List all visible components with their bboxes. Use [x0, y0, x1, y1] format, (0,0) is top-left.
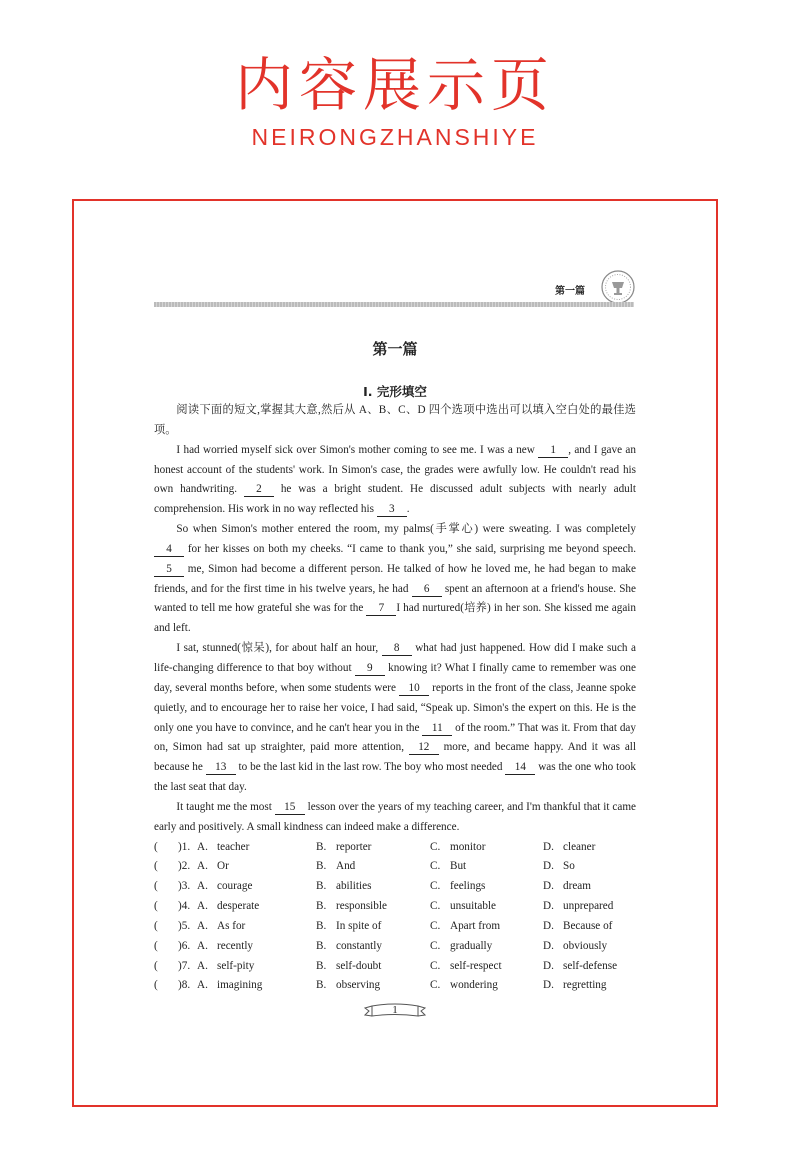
- option-row: [154, 857, 636, 877]
- blank-1: 1: [538, 444, 568, 458]
- passage-text: spent an afternoon at a friend's house. She wanted to tell me how grateful she was for the: [154, 582, 636, 615]
- option-letter-d: D.: [543, 840, 554, 853]
- blank-4: 4: [154, 543, 184, 557]
- banner-subtitle: NEIRONGZHANSHIYE: [251, 124, 539, 150]
- passage-text: .: [406, 503, 410, 516]
- banner-title: 内容展示页: [234, 51, 555, 119]
- answer-paren-open: (: [154, 979, 158, 992]
- passage-paragraph: [154, 520, 636, 639]
- answer-paren-open: (: [154, 919, 158, 932]
- option-letter-c: C.: [430, 919, 441, 932]
- option-letter-c: C.: [430, 840, 441, 853]
- option-a: imagining: [217, 979, 263, 992]
- question-number-value: 7: [181, 959, 188, 972]
- option-d: obviously: [563, 939, 608, 952]
- header-rule: [154, 302, 634, 307]
- options-list: [154, 838, 636, 997]
- option-a: desperate: [217, 900, 260, 913]
- question-number-value: 3: [181, 880, 188, 893]
- passage-text: me, Simon had become a different person. He talked of how he loved me, he had began to make friends, and for the first time in his twelve years, he had: [154, 562, 636, 595]
- question-number: )4.: [178, 900, 191, 913]
- option-b: In spite of: [336, 919, 382, 932]
- option-letter-b: B.: [316, 860, 327, 873]
- option-row: [154, 897, 636, 917]
- option-letter-d: D.: [543, 900, 554, 913]
- option-letter-d: D.: [543, 959, 554, 972]
- question-number: )8.: [178, 979, 191, 992]
- option-d: self-defense: [563, 959, 618, 972]
- blank-9: 9: [355, 662, 385, 676]
- passage-text: of the room.” That was it. From that day on, Simon had sat up straighter, paid more attention,: [154, 721, 636, 754]
- blank-14: 14: [505, 761, 535, 775]
- option-letter-b: B.: [316, 979, 327, 992]
- option-row: [154, 937, 636, 957]
- answer-paren-open: (: [154, 939, 158, 952]
- answer-paren-open: (: [154, 959, 158, 972]
- blank-2: 2: [244, 483, 274, 497]
- question-number-value: 8: [181, 979, 188, 992]
- answer-paren-open: (: [154, 900, 158, 913]
- option-a: teacher: [217, 840, 250, 853]
- option-letter-a: A.: [197, 900, 208, 913]
- passage-text: to be the last kid in the last row. The boy who most needed: [235, 761, 506, 774]
- question-number: )7.: [178, 959, 191, 972]
- option-letter-b: B.: [316, 959, 327, 972]
- option-a: As for: [217, 919, 246, 932]
- passage-paragraph: [154, 798, 636, 838]
- option-d: So: [563, 860, 575, 873]
- instruction: 阅读下面的短文,掌握其大意,然后从 A、B、C、D 四个选项中选出可以填入空白处的最佳选项。: [154, 404, 636, 436]
- option-letter-d: D.: [543, 860, 554, 873]
- trophy-badge-icon: [601, 270, 635, 304]
- option-letter-a: A.: [197, 979, 208, 992]
- option-d: cleaner: [563, 840, 596, 853]
- answer-paren-open: (: [154, 860, 158, 873]
- option-c: self-respect: [450, 959, 502, 972]
- running-head: 第一篇: [555, 286, 585, 297]
- option-d: Because of: [563, 919, 613, 932]
- option-c: wondering: [450, 979, 498, 992]
- option-row: [154, 877, 636, 897]
- passage-paragraph: [154, 441, 636, 520]
- passage-text: he was a bright student. He discussed adult subjects with nearly adult comprehension. His work in no way reflected his: [154, 483, 636, 516]
- section-title: Ⅰ. 完形填空: [363, 384, 427, 399]
- option-letter-b: B.: [316, 919, 327, 932]
- chapter-title: 第一篇: [372, 340, 418, 358]
- option-letter-a: A.: [197, 919, 208, 932]
- option-letter-b: B.: [316, 900, 327, 913]
- question-number-value: 4: [181, 900, 188, 913]
- option-a: self-pity: [217, 959, 255, 972]
- passage-text: , and I gave an honest account of the students' work. In Simon's case, the grades were awfully low. He couldn't read his own handwriting.: [154, 443, 636, 496]
- passage-text: was the one who took the last seat that day.: [154, 761, 636, 794]
- blank-5: 5: [154, 563, 184, 577]
- option-letter-c: C.: [430, 860, 441, 873]
- option-c: But: [450, 860, 467, 873]
- option-c: monitor: [450, 840, 486, 853]
- page-content: [154, 401, 636, 1020]
- passage-text: I sat, stunned(惊呆), for about half an hour,: [176, 642, 382, 655]
- blank-6: 6: [412, 583, 442, 597]
- option-c: Apart from: [450, 919, 501, 932]
- question-number-value: 6: [181, 939, 188, 952]
- option-c: gradually: [450, 939, 493, 952]
- passage-text: lesson over the years of my teaching career, and I'm thankful that it came early and positively. A small kindness can indeed make a difference.: [154, 800, 637, 833]
- option-letter-c: C.: [430, 880, 441, 893]
- question-number-value: 1: [181, 840, 188, 853]
- option-letter-b: B.: [316, 939, 327, 952]
- option-letter-d: D.: [543, 939, 554, 952]
- question-number-value: 2: [181, 860, 188, 873]
- option-letter-a: A.: [197, 880, 208, 893]
- option-b: And: [336, 860, 356, 873]
- question-number: )5.: [178, 919, 191, 932]
- option-letter-d: D.: [543, 979, 554, 992]
- blank-15: 15: [275, 801, 305, 815]
- question-number: )6.: [178, 939, 191, 952]
- option-row: [154, 838, 636, 858]
- option-letter-c: C.: [430, 979, 441, 992]
- option-letter-a: A.: [197, 860, 208, 873]
- option-letter-d: D.: [543, 919, 554, 932]
- option-a: recently: [217, 939, 254, 952]
- blank-10: 10: [399, 682, 429, 696]
- option-b: reporter: [336, 840, 372, 853]
- option-c: feelings: [450, 880, 486, 893]
- passage-paragraph: [154, 639, 636, 798]
- option-row: [154, 917, 636, 937]
- passage-text: knowing it? What I finally came to remember was one day, several months before, when some students were: [154, 661, 636, 694]
- option-row: [154, 976, 636, 996]
- option-letter-a: A.: [197, 939, 208, 952]
- option-letter-a: A.: [197, 840, 208, 853]
- blank-13: 13: [206, 761, 236, 775]
- passage-text: It taught me the most: [176, 800, 275, 813]
- blank-8: 8: [382, 642, 412, 656]
- option-letter-c: C.: [430, 939, 441, 952]
- passage: [154, 401, 636, 838]
- page-number-ribbon: [364, 1002, 426, 1020]
- answer-paren-open: (: [154, 840, 158, 853]
- passage-text: for her kisses on both my cheeks. “I came to thank you,” she said, surprising me beyond speech.: [184, 542, 636, 555]
- question-number: )3.: [178, 880, 191, 893]
- option-b: responsible: [336, 900, 387, 913]
- option-letter-a: A.: [197, 959, 208, 972]
- question-number-value: 5: [181, 919, 188, 932]
- option-d: dream: [563, 880, 591, 893]
- passage-text: I had nurtured(培养) in her son. She kissed me again and left.: [154, 602, 636, 635]
- option-d: regretting: [563, 979, 607, 992]
- option-letter-b: B.: [316, 880, 327, 893]
- blank-3: 3: [377, 503, 407, 517]
- option-c: unsuitable: [450, 900, 496, 913]
- option-letter-b: B.: [316, 840, 327, 853]
- passage-text: I had worried myself sick over Simon's mother coming to see me. I was a new: [176, 443, 539, 456]
- option-d: unprepared: [563, 900, 614, 913]
- blank-12: 12: [409, 741, 439, 755]
- passage-text: So when Simon's mother entered the room, my palms(手掌心) were sweating. I was completely: [176, 523, 636, 536]
- page-number: 1: [392, 1004, 398, 1017]
- question-number: )1.: [178, 840, 191, 853]
- option-letter-c: C.: [430, 900, 441, 913]
- option-row: [154, 957, 636, 977]
- option-letter-c: C.: [430, 959, 441, 972]
- option-a: courage: [217, 880, 253, 893]
- option-b: constantly: [336, 939, 382, 952]
- blank-11: 11: [422, 722, 452, 736]
- blank-7: 7: [366, 602, 396, 616]
- question-number: )2.: [178, 860, 191, 873]
- passage-text: what had just happened. How did I make such a life-changing difference to that boy without: [154, 642, 636, 674]
- option-letter-d: D.: [543, 880, 554, 893]
- option-b: observing: [336, 979, 381, 992]
- option-b: self-doubt: [336, 959, 382, 972]
- passage-text: reports in the front of the class, Jeanne spoke quietly, and to encourage her to raise her voice, I had said, “Speak up. Simon's the expert on this. He is the only one you have to convince, and he can't hear you in the: [154, 681, 636, 734]
- answer-paren-open: (: [154, 880, 158, 893]
- passage-text: more, and became happy. And it was all because he: [154, 741, 636, 774]
- option-b: abilities: [336, 880, 372, 893]
- option-a: Or: [217, 860, 229, 873]
